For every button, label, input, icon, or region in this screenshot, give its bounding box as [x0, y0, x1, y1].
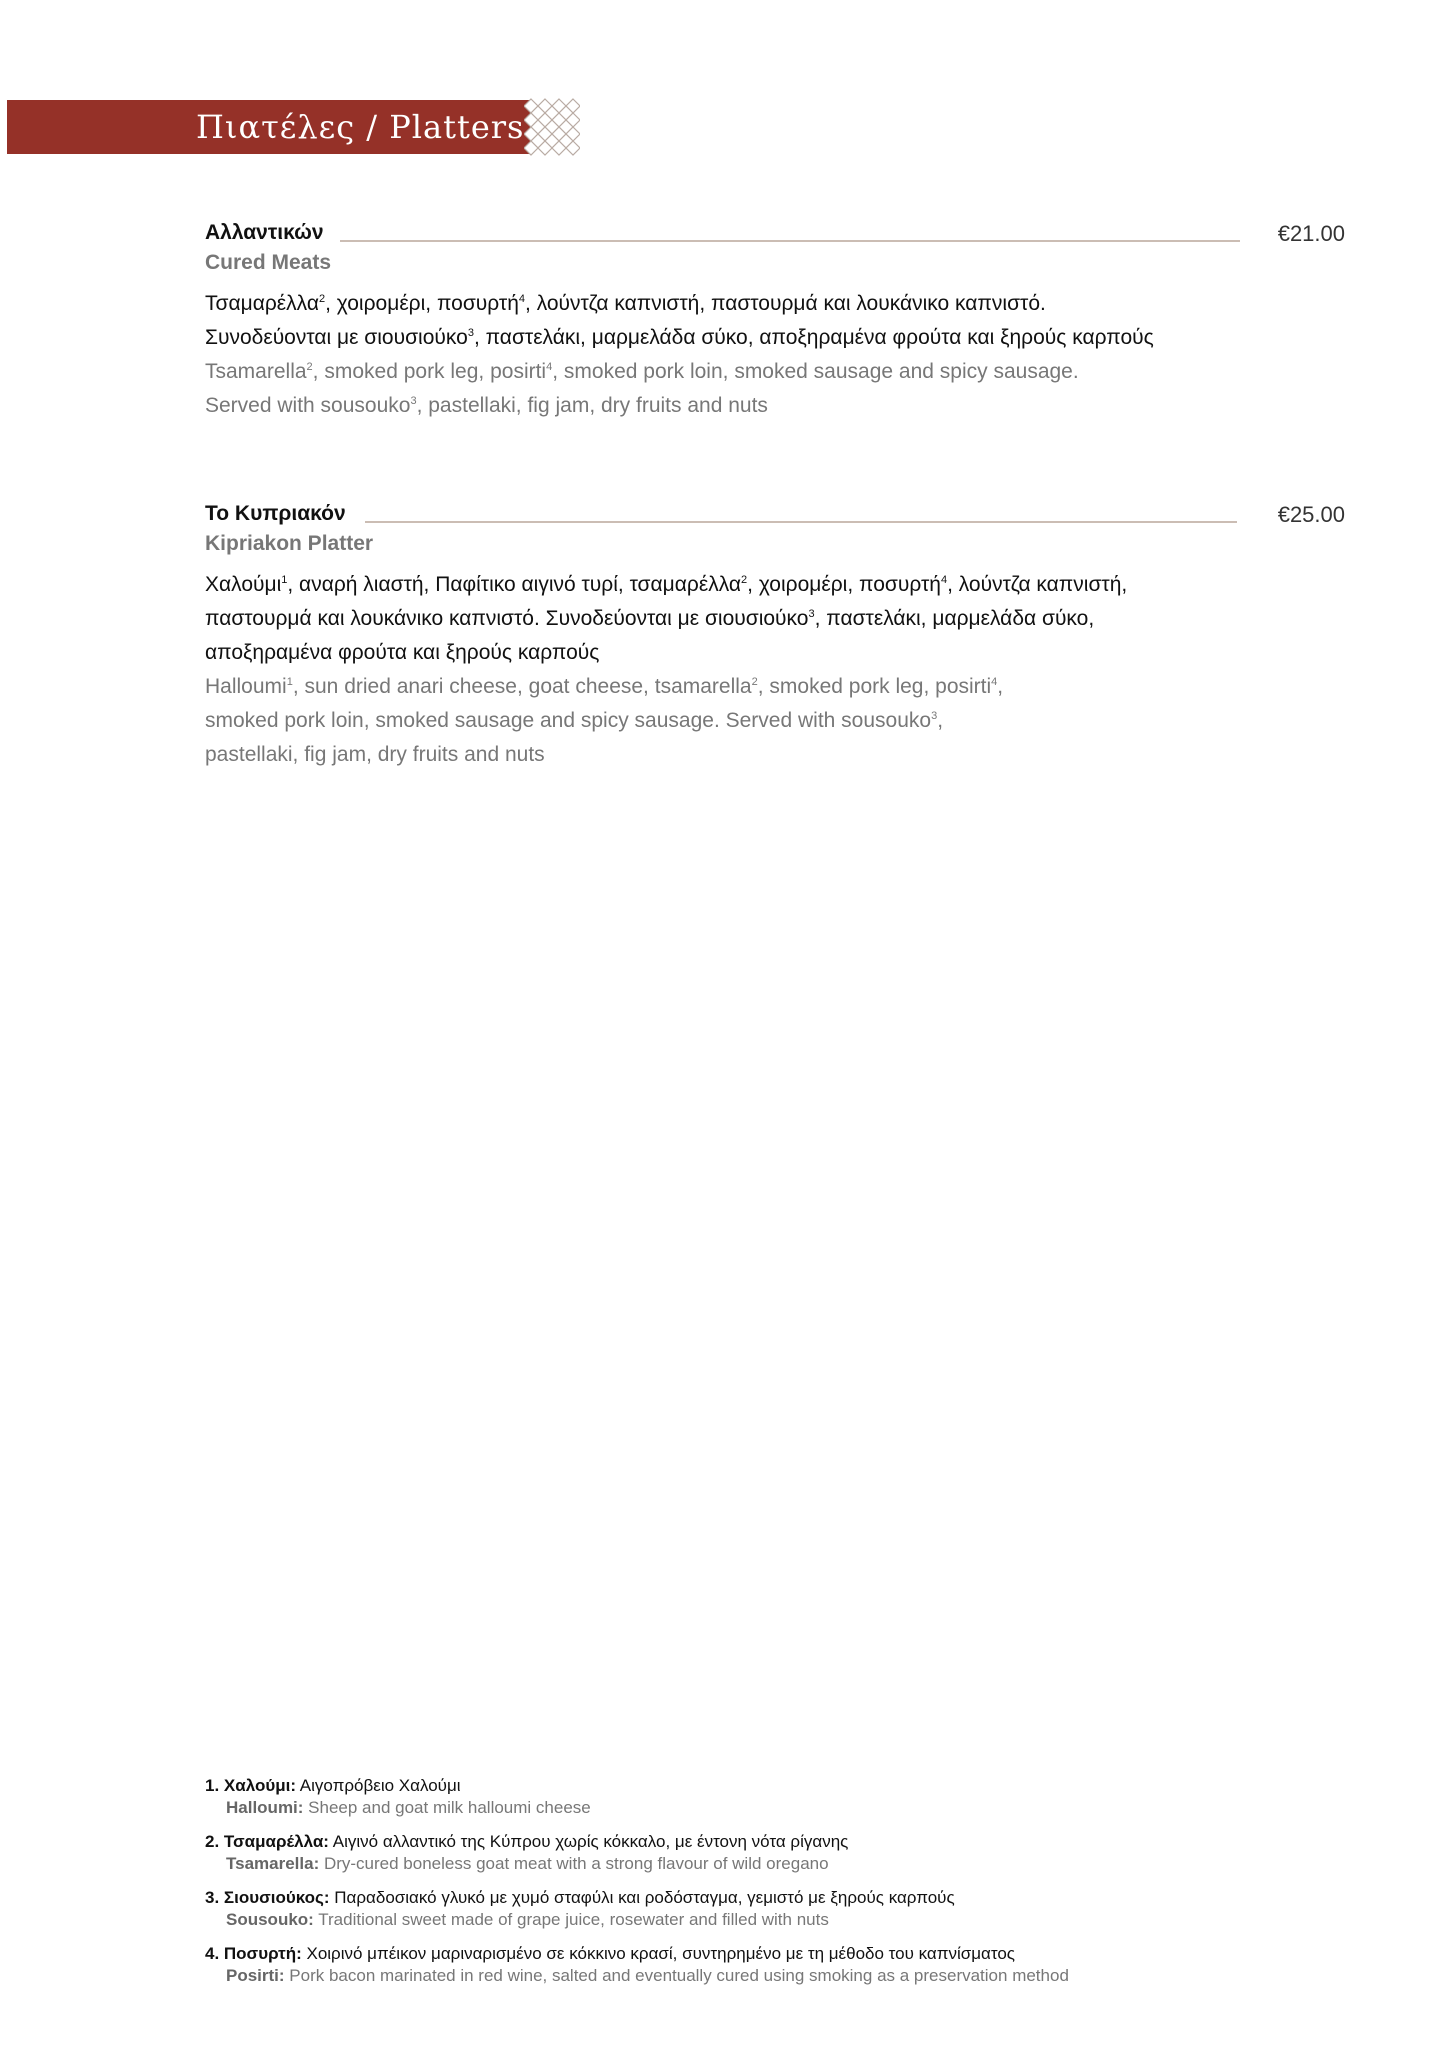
item-name-greek: Το Κυπριακόν: [205, 502, 346, 525]
footnote: [205, 1887, 1345, 1931]
footnote-greek: 3. Σιουσιούκος: Παραδοσιακό γλυκό με χυμό σταφύλι και ροδόσταγμα, γεμιστό με ξηρούς καρπούς: [205, 1888, 955, 1907]
leader-line: [365, 521, 1237, 523]
description-english-line: Tsamarella$^2$, smoked pork leg, posirti$^4$, smoked pork loin, smoked sausage and spicy sausage.: [205, 360, 1079, 383]
item-name-english: Cured Meats: [205, 251, 332, 274]
description-greek-line: Συνοδεύονται με σιουσιούκο$^3$, παστελάκι, μαρμελάδα σύκο, αποξηραμένα φρούτα και ξηρούς καρπούς: [205, 326, 1154, 349]
description-english-line: smoked pork loin, smoked sausage and spicy sausage. Served with sousouko$^3$,: [205, 709, 944, 732]
footnote-english: Halloumi: Sheep and goat milk halloumi cheese: [226, 1798, 591, 1817]
description-greek-line: παστουρμά και λουκάνικο καπνιστό. Συνοδεύονται με σιουσιούκο$^3$, παστελάκι, μαρμελάδα σύκο,: [205, 607, 1095, 630]
footnotes: [205, 1775, 1345, 1999]
footnote: [205, 1775, 1345, 1819]
footnote-english: Posirti: Pork bacon marinated in red wine, salted and eventually cured using smoking as a preservation method: [226, 1966, 1069, 1985]
description-english-line: pastellaki, fig jam, dry fruits and nuts: [205, 743, 545, 766]
footnote-english: Sousouko: Traditional sweet made of grape juice, rosewater and filled with nuts: [226, 1910, 829, 1929]
description-greek-line: αποξηραμένα φρούτα και ξηρούς καρπούς: [205, 641, 600, 664]
footnote-greek: 2. Τσαμαρέλλα: Αιγινό αλλαντικό της Κύπρου χωρίς κόκκαλο, με έντονη νότα ρίγανης: [205, 1832, 849, 1851]
footnote-greek: 4. Ποσυρτή: Χοιρινό μπέικον μαριναρισμένο σε κόκκινο κρασί, συντηρημένο με τη μέθοδο του καπνίσματος: [205, 1944, 1015, 1963]
item-name-greek: Αλλαντικών: [205, 221, 324, 244]
description-greek-line: Χαλούμι$^1$, αναρή λιαστή, Παφίτικο αιγινό τυρί, τσαμαρέλλα$^2$, χοιρομέρι, ποσυρτή$^4$, λούντζα καπνιστή,: [205, 573, 1128, 596]
description-english-line: Halloumi$^1$, sun dried anari cheese, goat cheese, tsamarella$^2$, smoked pork leg, posirti$^4$,: [205, 675, 1004, 698]
footnote-greek: 1. Χαλούμι: Αιγοπρόβειο Χαλούμι: [205, 1776, 461, 1795]
footnote-english: Tsamarella: Dry-cured boneless goat meat with a strong flavour of wild oregano: [226, 1854, 829, 1873]
description-english-line: Served with sousouko$^3$, pastellaki, fig jam, dry fruits and nuts: [205, 394, 768, 417]
item-price: €21.00: [1277, 221, 1345, 246]
diamond-lattice-icon: [524, 92, 580, 162]
footnote: [205, 1943, 1345, 1987]
item-name-english: Kipriakon Platter: [205, 532, 374, 555]
item-price: €25.00: [1277, 502, 1345, 527]
menu-item-cured-meats: [205, 215, 1345, 423]
description-greek-line: Τσαμαρέλλα$^2$, χοιρομέρι, ποσυρτή$^4$, λούντζα καπνιστή, παστουρμά και λουκάνικο καπνιστό.: [205, 292, 1046, 315]
menu-item-kipriakon-platter: [205, 496, 1345, 772]
footnote: [205, 1831, 1345, 1875]
leader-line: [340, 240, 1240, 242]
section-title: Πιατέλες / Platters: [196, 108, 525, 146]
